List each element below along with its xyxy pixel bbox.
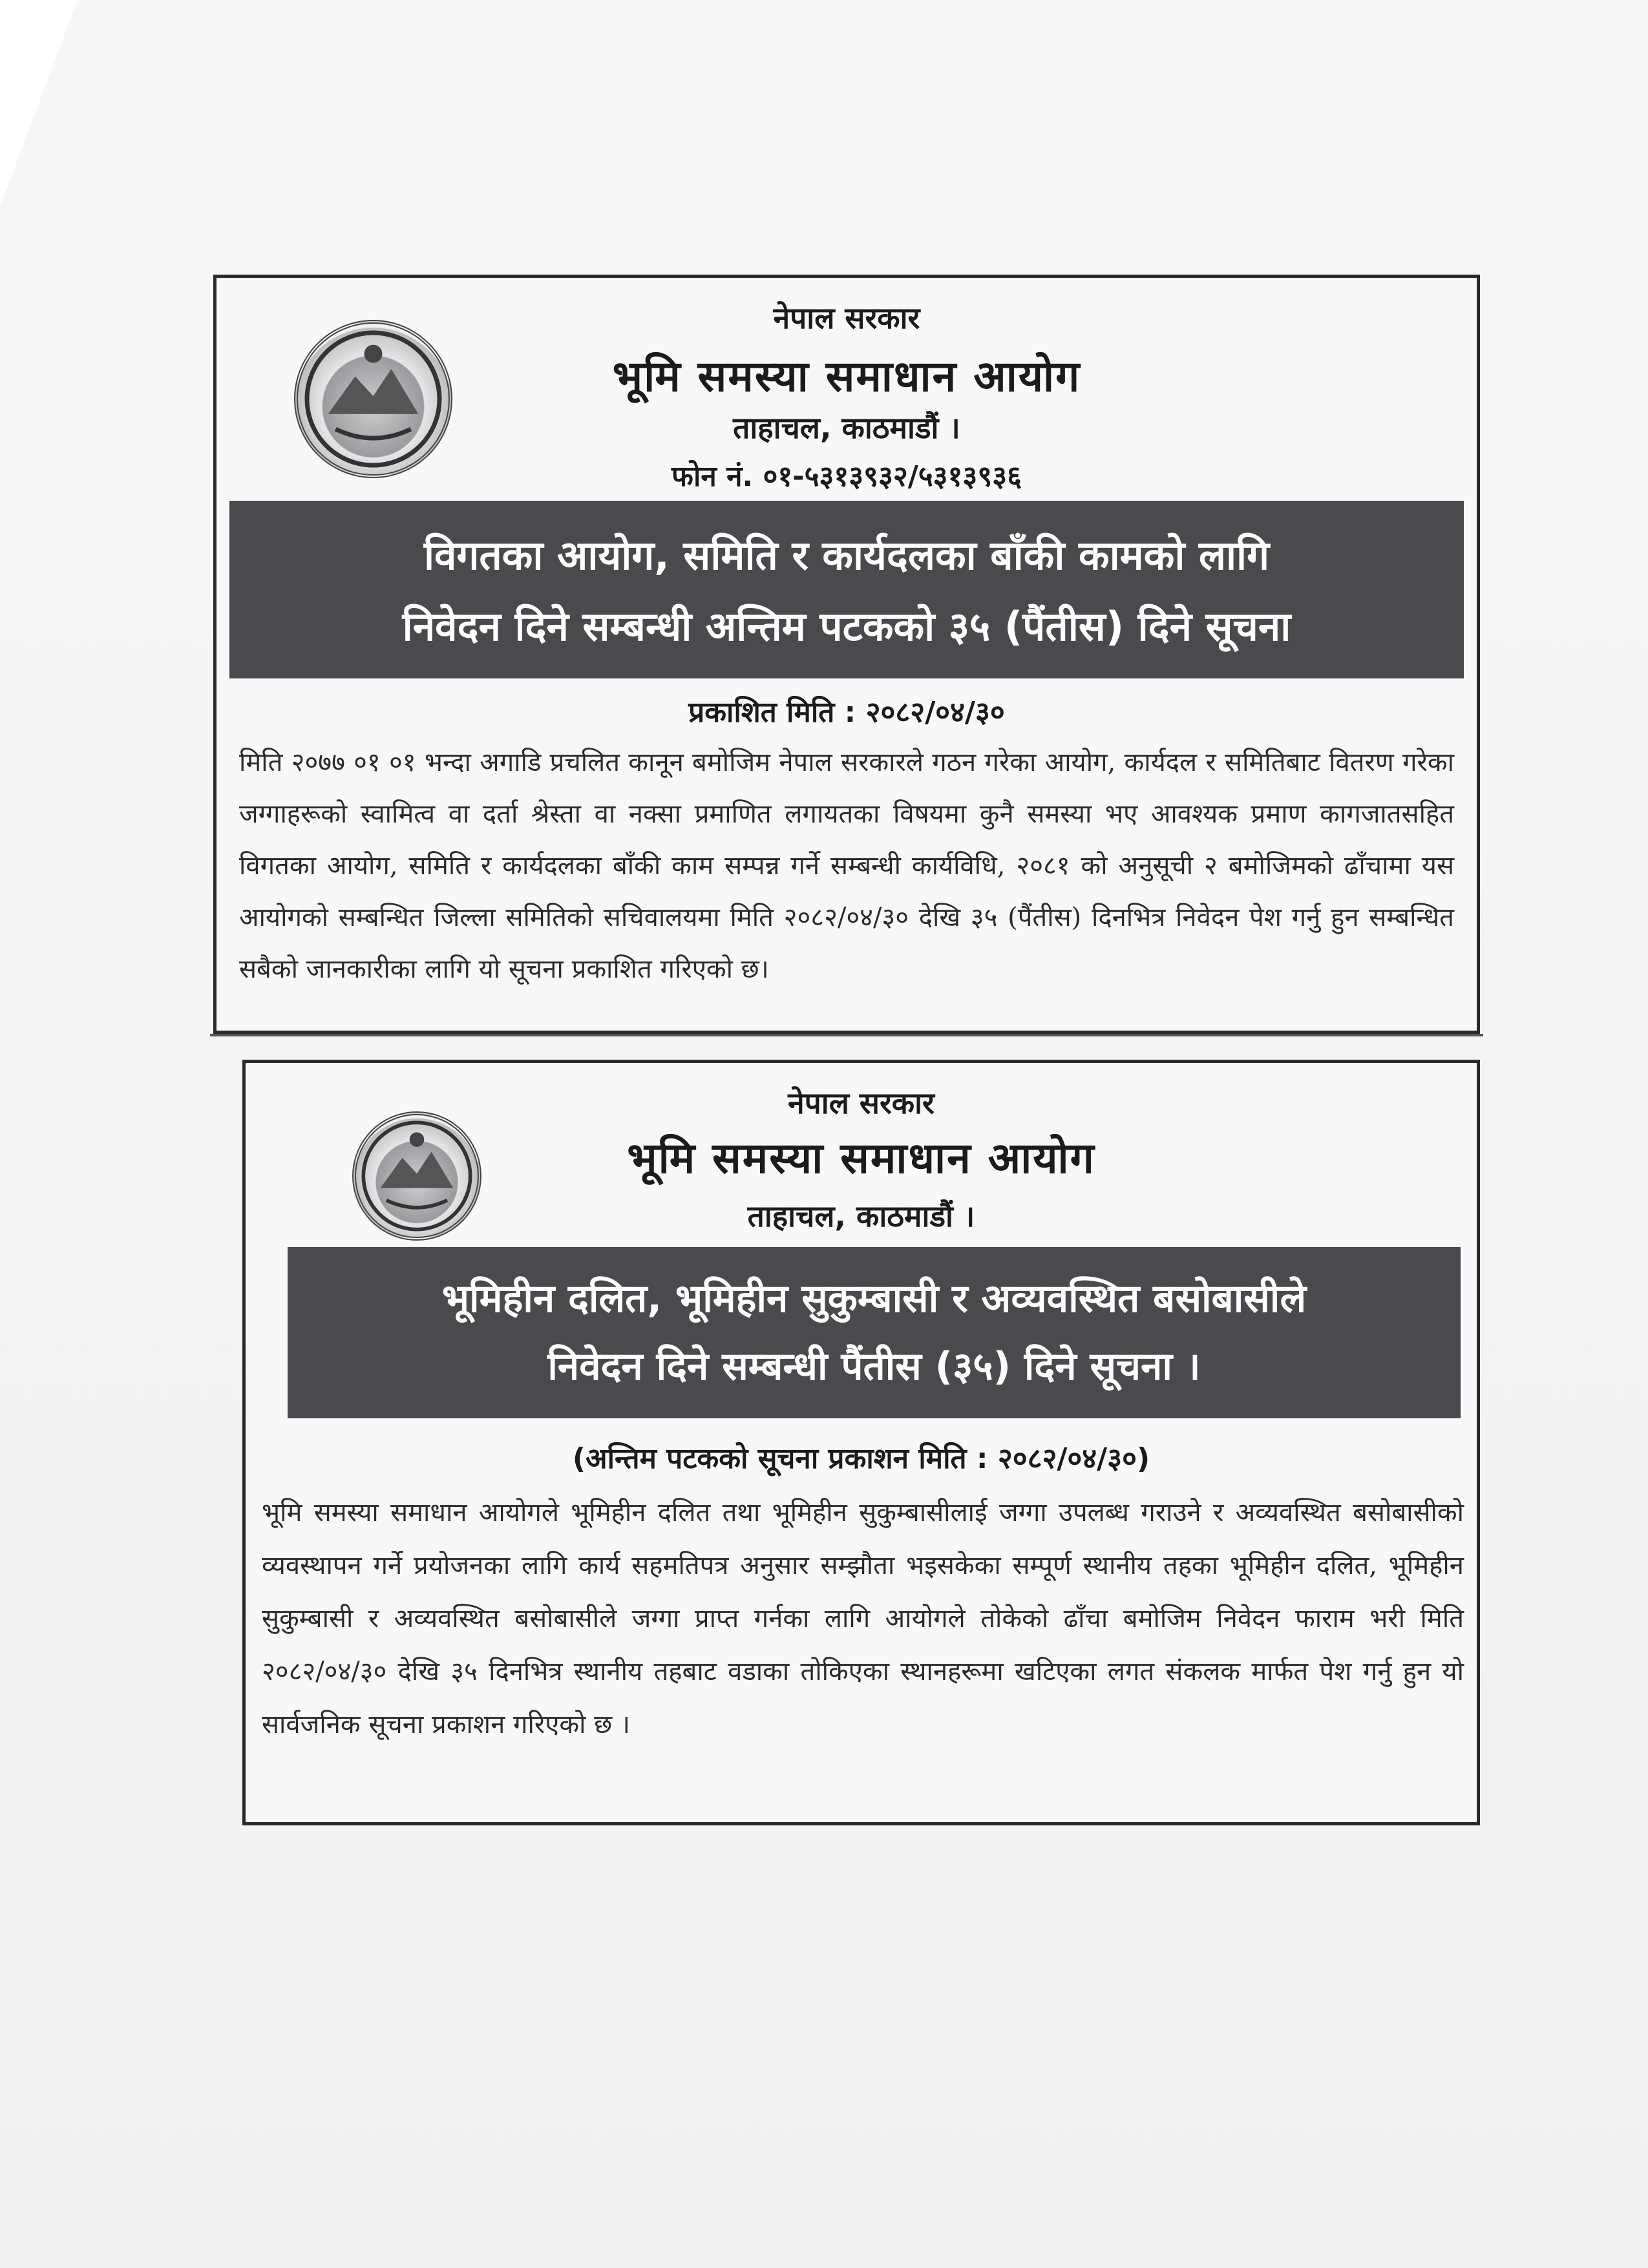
notice-title-line2: निवेदन दिने सम्बन्धी अन्तिम पटकको ३५ (पैंतीस) दिने सूचना	[402, 603, 1291, 650]
office-phone: फोन नं. ०१-५३१३९३२/५३१३९३६	[671, 460, 1022, 493]
notice-land-commission-past-work	[213, 275, 1480, 1034]
notice-title-line1: भूमिहीन दलित, भूमिहीन सुकुम्बासी र अव्यवस्थित बसोबासीले	[441, 1276, 1307, 1321]
office-address: ताहाचल, काठमाडौं ।	[733, 410, 960, 445]
notice-body: मिति २०७७ ०१ ०१ भन्दा अगाडि प्रचलित कानून बमोजिम नेपाल सरकारले गठन गरेका आयोग, कार्यदल र समितिबाट वितरण गरेका जग्गाहरूको स्वामित्व वा दर्ता श्रेस्ता वा नक्सा प्रमाणित लगायतका विषयमा कुनै समस्या भए आवश्यक प्रमाण कागजातसहित विगतका आयोग, समिति र कार्यदलका बाँकी काम सम्पन्न गर्ने सम्बन्धी कार्यविधि, २०८१ को अनुसूची २ बमोजिमको ढाँचामा यस आयोगको सम्बन्धित जिल्ला समितिको सचिवालयमा मिति २०८२/०४/३० देखि ३५ (पैंतीस) दिनभित्र निवेदन पेश गर्नु हुन सम्बन्धित सबैको जानकारीका लागि यो सूचना प्रकाशित गरिएको छ।	[239, 748, 1455, 984]
office-name: भूमि समस्या समाधान आयोग	[612, 352, 1081, 401]
published-date: (अन्तिम पटकको सूचना प्रकाशन मिति : २०८२/०४/३०)	[572, 1442, 1150, 1475]
notice-divider	[210, 1034, 1483, 1036]
notice-landless-dalit-squatters	[242, 1060, 1480, 1825]
government-name: नेपाल सरकार	[788, 1086, 935, 1120]
notice-title-banner	[288, 1247, 1461, 1418]
notice-title-line2: निवेदन दिने सम्बन्धी पैंतीस (३५) दिने सूचना ।	[547, 1344, 1201, 1389]
office-address: ताहाचल, काठमाडौं ।	[747, 1199, 975, 1234]
folded-corner	[0, 0, 78, 207]
office-name: भूमि समस्या समाधान आयोग	[627, 1133, 1095, 1183]
government-name: नेपाल सरकार	[773, 300, 920, 335]
notice-title-line1: विगतका आयोग, समिति र कार्यदलका बाँकी कामको लागि	[423, 532, 1270, 579]
notice-title-banner	[229, 501, 1464, 678]
notice-body: भूमि समस्या समाधान आयोगले भूमिहीन दलित तथा भूमिहीन सुकुम्बासीलाई जग्गा उपलब्ध गराउने र अव्यवस्थित बसोबासीको व्यवस्थापन गर्ने प्रयोजनका लागि कार्य सहमतिपत्र अनुसार सम्झौता भइसकेका सम्पूर्ण स्थानीय तहका भूमिहीन दलित, भूमिहीन सुकुम्बासी र अव्यवस्थित बसोबासीले जग्गा प्राप्त गर्नका लागि आयोगले तोकेको ढाँचा बमोजिम निवेदन फाराम भरी मिति २०८२/०४/३० देखि ३५ दिनभित्र स्थानीय तहबाट वडाका तोकिएका स्थानहरूमा खटिएका लगत संकलक मार्फत पेश गर्नु हुन यो सार्वजनिक सूचना प्रकाशन गरिएको छ ।	[262, 1498, 1464, 1739]
published-date: प्रकाशित मिति : २०८२/०४/३०	[688, 696, 1005, 729]
